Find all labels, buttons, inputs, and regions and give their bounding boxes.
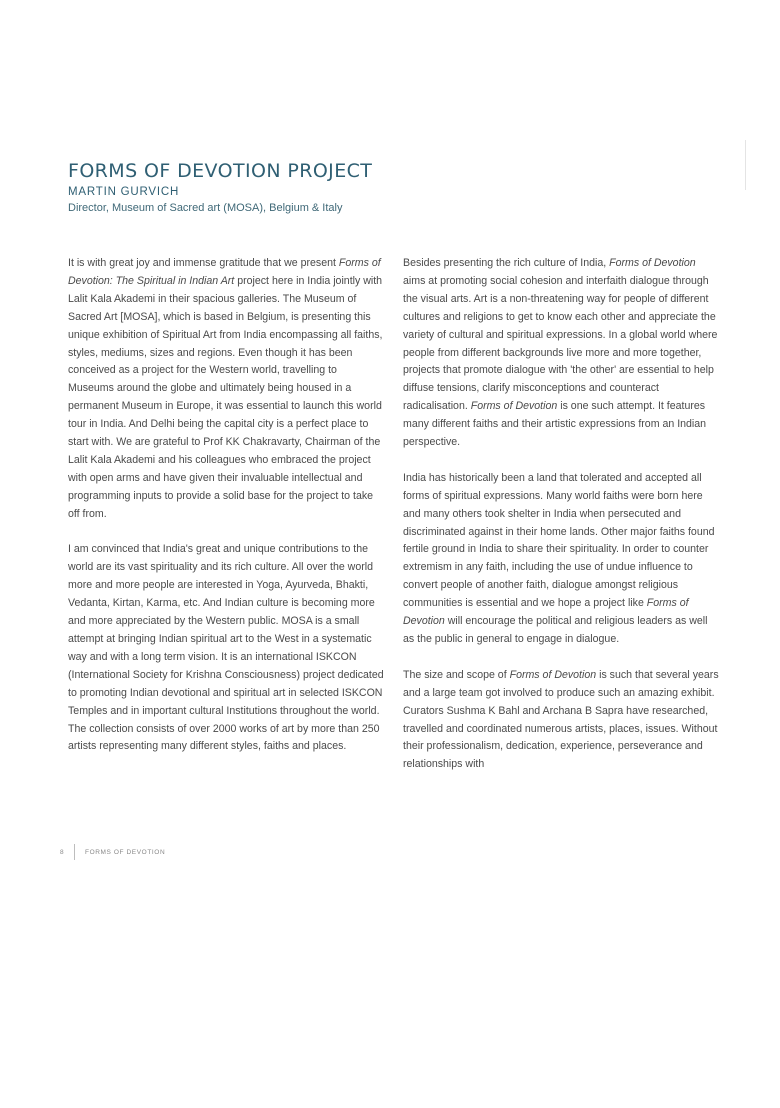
author-role: Director, Museum of Sacred art (MOSA), Belgium & Italy — [68, 202, 343, 214]
paragraph: The size and scope of Forms of Devotion is such that several years and a large team got involved to produce such an amazing exhibit. Curators Sushma K Bahl and Archana B Sapra have researched, travelled and coordinated numerous artists, places, issues. Without their professionalism, dedication, experience, perseverance and relationships with — [403, 668, 719, 771]
author-name: MARTIN GURVICH — [68, 186, 180, 198]
paragraph: I am convinced that India's great and unique contributions to the world are its vast spirituality and its rich culture. All over the world more and more people are interested in Yoga, Ayurveda, Bhakti, Vedanta, Kirtan, Karma, etc. And Indian culture is becoming more and more appreciated by the Western public. MOSA is a small attempt at bringing Indian spiritual art to the West in a systematic way and with a long term vision. It is an international ISKCON (International Society for Krishna Consciousness) project dedicated to promoting Indian devotional and spiritual art in selected ISKCON Temples and in important cultural Institutions throughout the world. The collection consists of over 2000 works of art by more than 250 artists representing many different styles, faiths and places. — [68, 543, 384, 753]
footer-divider — [74, 844, 75, 860]
article-title: FORMS OF DEVOTION PROJECT — [68, 160, 373, 182]
running-title: FORMS OF DEVOTION — [85, 848, 166, 856]
page-footer — [60, 844, 165, 860]
paragraph: It is with great joy and immense gratitude that we present Forms of Devotion: The Spiritual in Indian Art project here in India jointly with Lalit Kala Akademi in their spacious galleries. The Museum of Sacred Art [MOSA], which is based in Belgium, is presenting this unique exhibition of Spiritual Art from India encompassing all faiths, styles, mediums, sizes and regions. Even though it has been conceived as a project for the Western world, travelling to Museums around the globe and ultimately being housed in a permanent Museum in Europe, it was essential to launch this world tour in India. And Delhi being the capital city is a perfect place to start with. We are grateful to Prof KK Chakravarty, Chairman of the Lalit Kala Akademi and his colleagues who embraced the project with open arms and have given their invaluable intellectual and programming inputs to provide a solid base for the project to take off from. — [68, 257, 383, 520]
paragraph: Besides presenting the rich culture of India, Forms of Devotion aims at promoting social cohesion and interfaith dialogue through the visual arts. Art is a non-threatening way for people of different cultures and religions to get to know each other and appreciate the variety of cultural and spiritual expressions. In a global world where people from different backgrounds live more and more together, projects that promote dialogue with 'the other' are essential to help diffuse tensions, clarify misconceptions and counteract radicalisation. Forms of Devotion is one such attempt. It features many different faiths and their artistic expressions from an Indian perspective. — [403, 257, 718, 449]
paragraph: India has historically been a land that tolerated and accepted all forms of spiritual expressions. Many world faiths were born here and many others took shelter in India when persecuted and discriminated against in their home lands. Other major faiths found fertile ground in India to share their spirituality. In order to counter extremism in any faith, including the use of undue influence to convert people of another faith, dialogue amongst religious communities is essential and we hope a project like Forms of Devotion will encourage the political and religious leaders as well as the public in general to engage in dialogue. — [403, 471, 715, 646]
article-header — [68, 160, 468, 214]
page-number: 8 — [60, 848, 65, 856]
page-edge-mark — [745, 140, 746, 190]
left-column — [68, 255, 384, 774]
right-column — [403, 255, 719, 792]
